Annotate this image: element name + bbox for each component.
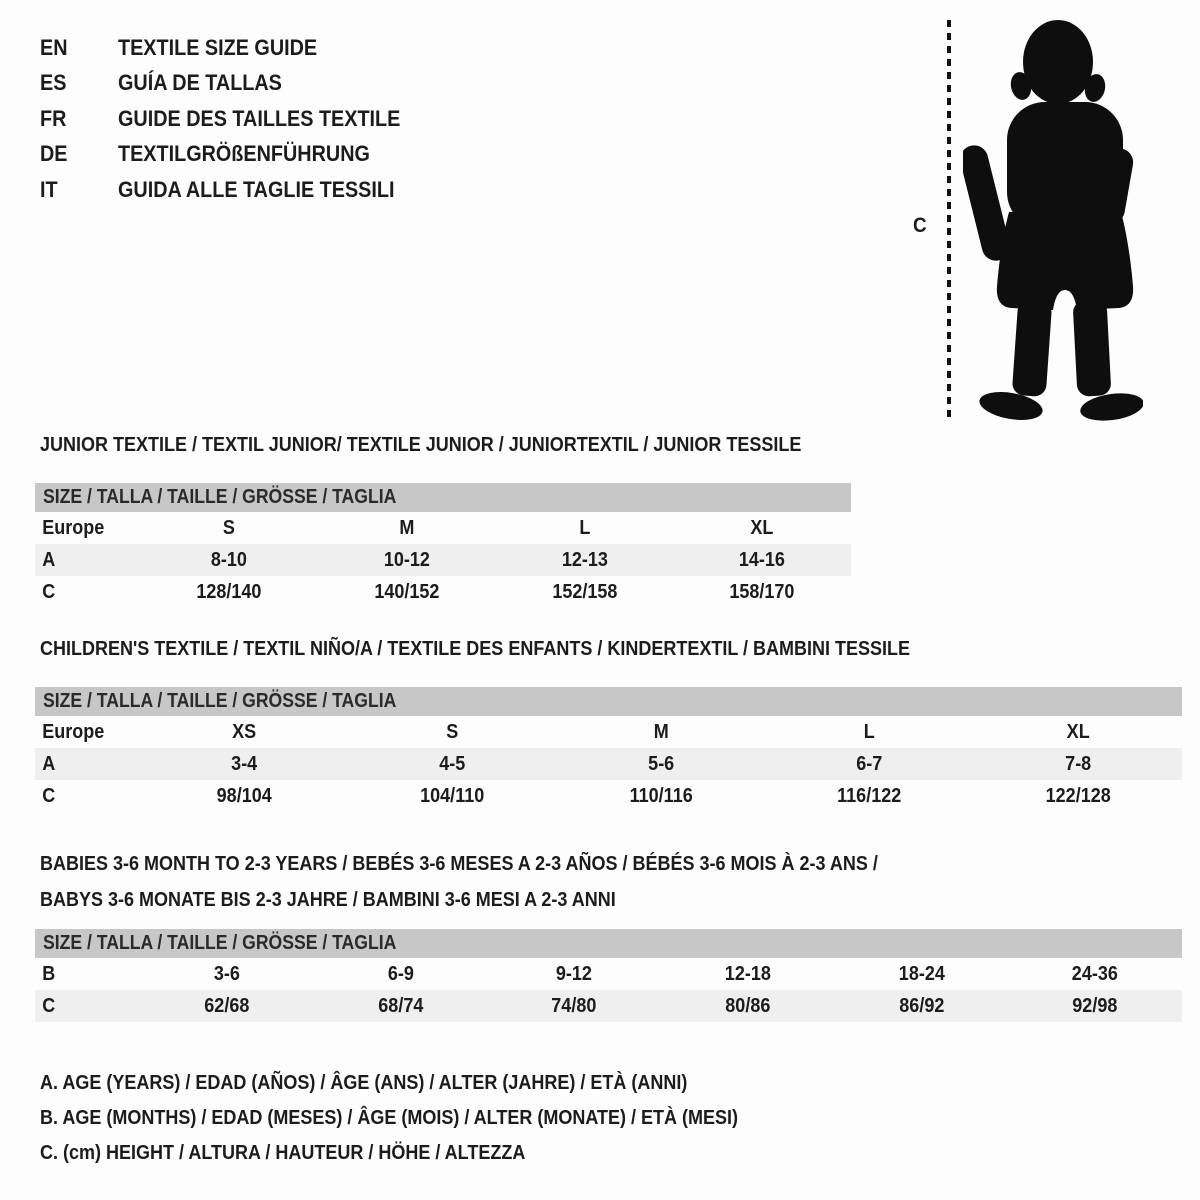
babies-title-line2: BABYS 3-6 MONATE BIS 2-3 JAHRE / BAMBINI 3-6 MESI A 2-3 ANNI: [40, 889, 616, 911]
language-row: [40, 101, 432, 137]
toddler-silhouette-icon: [963, 16, 1143, 426]
height-value: 116/122: [837, 784, 902, 807]
height-value: 98/104: [216, 784, 272, 807]
size-value: XS: [232, 720, 257, 743]
age-value: 10-12: [383, 548, 430, 571]
children-section-title: CHILDREN'S TEXTILE / TEXTIL NIÑO/A / TEXTILE DES ENFANTS / KINDERTEXTIL / BAMBINI TESSILE: [40, 638, 911, 660]
height-value: 122/128: [1045, 784, 1111, 807]
children-size-table: [35, 687, 1182, 812]
age-value: 14-16: [739, 548, 786, 571]
legend-line-c: C. (cm) HEIGHT / ALTURA / HAUTEUR / HÖHE / ALTEZZA: [40, 1142, 526, 1164]
age-months-value: 18-24: [898, 962, 945, 985]
language-title: TEXTILGRÖßENFÜHRUNG: [118, 141, 370, 167]
age-value: 12-13: [561, 548, 608, 571]
language-code: DE: [40, 141, 68, 167]
row-label: C: [42, 994, 56, 1017]
size-header-label: SIZE / TALLA / TAILLE / GRÖSSE / TAGLIA: [43, 690, 397, 712]
language-code: EN: [40, 34, 68, 60]
size-header-label: SIZE / TALLA / TAILLE / GRÖSSE / TAGLIA: [43, 932, 397, 954]
height-value: 68/74: [377, 994, 424, 1017]
row-label: Europe: [42, 516, 105, 539]
row-label: Europe: [42, 720, 105, 743]
babies-size-table: [35, 929, 1182, 1022]
size-header-bar: [35, 483, 851, 512]
age-value: 8-10: [210, 548, 247, 571]
height-value: 86/92: [898, 994, 945, 1017]
language-row: [40, 172, 432, 208]
size-header-bar: [35, 687, 1182, 716]
junior-size-table: [35, 483, 851, 608]
age-value: 5-6: [647, 752, 674, 775]
babies-title-line1: BABIES 3-6 MONTH TO 2-3 YEARS / BEBÉS 3-6 MESES A 2-3 AÑOS / BÉBÉS 3-6 MOIS À 2-3 ANS /: [40, 853, 878, 875]
age-value: 7-8: [1064, 752, 1091, 775]
language-title: GUIDE DES TAILLES TEXTILE: [118, 105, 401, 131]
size-value: S: [446, 720, 459, 743]
size-value: XL: [1066, 720, 1090, 743]
babies-section-title: [40, 846, 971, 918]
size-value: L: [578, 516, 590, 539]
height-value: 62/68: [204, 994, 250, 1017]
table-row: [35, 748, 1182, 780]
language-row: [40, 30, 432, 66]
language-row: [40, 66, 432, 102]
height-value: 152/158: [551, 580, 617, 603]
language-row: [40, 137, 432, 173]
size-value: M: [399, 516, 415, 539]
height-dashed-line: [947, 20, 951, 418]
height-value: 74/80: [551, 994, 597, 1017]
language-list: [40, 30, 432, 208]
table-row: [35, 958, 1182, 990]
row-label: C: [42, 784, 56, 807]
age-months-value: 6-9: [387, 962, 414, 985]
size-value: S: [222, 516, 235, 539]
size-value: M: [653, 720, 669, 743]
height-value: 104/110: [420, 784, 485, 807]
age-value: 4-5: [439, 752, 466, 775]
legend-line-a: A. AGE (YEARS) / EDAD (AÑOS) / ÂGE (ANS) / ALTER (JAHRE) / ETÀ (ANNI): [40, 1072, 688, 1094]
age-value: 3-4: [231, 752, 258, 775]
legend-line-b: B. AGE (MONTHS) / EDAD (MESES) / ÂGE (MOIS) / ALTER (MONATE) / ETÀ (MESI): [40, 1107, 738, 1129]
table-row: [35, 990, 1182, 1022]
age-months-value: 9-12: [556, 962, 593, 985]
table-row: [35, 544, 851, 576]
age-months-value: 24-36: [1072, 962, 1119, 985]
table-row: [35, 780, 1182, 812]
age-months-value: 12-18: [724, 962, 771, 985]
language-code: ES: [40, 70, 67, 96]
height-value: 140/152: [374, 580, 440, 603]
height-value: 80/86: [725, 994, 771, 1017]
height-value: 110/116: [629, 784, 693, 807]
measure-legend: [40, 1066, 816, 1171]
junior-section-title: JUNIOR TEXTILE / TEXTIL JUNIOR/ TEXTILE JUNIOR / JUNIORTEXTIL / JUNIOR TESSILE: [40, 434, 802, 456]
size-value: L: [863, 720, 875, 743]
age-value: 6-7: [856, 752, 883, 775]
row-label: C: [42, 580, 56, 603]
height-measure-label: C: [913, 214, 927, 237]
size-header-label: SIZE / TALLA / TAILLE / GRÖSSE / TAGLIA: [43, 486, 397, 508]
table-row: [35, 716, 1182, 748]
language-title: TEXTILE SIZE GUIDE: [118, 34, 318, 60]
row-label: A: [42, 752, 56, 775]
age-months-value: 3-6: [213, 962, 240, 985]
language-code: FR: [40, 105, 67, 131]
table-row: [35, 512, 851, 544]
language-title: GUÍA DE TALLAS: [118, 70, 282, 96]
size-value: XL: [750, 516, 774, 539]
row-label: A: [42, 548, 56, 571]
language-title: GUIDA ALLE TAGLIE TESSILI: [118, 176, 395, 202]
height-value: 92/98: [1072, 994, 1118, 1017]
height-value: 158/170: [729, 580, 795, 603]
size-header-bar: [35, 929, 1182, 958]
row-label: B: [42, 962, 56, 985]
height-value: 128/140: [196, 580, 262, 603]
table-row: [35, 576, 851, 608]
language-code: IT: [40, 176, 58, 202]
